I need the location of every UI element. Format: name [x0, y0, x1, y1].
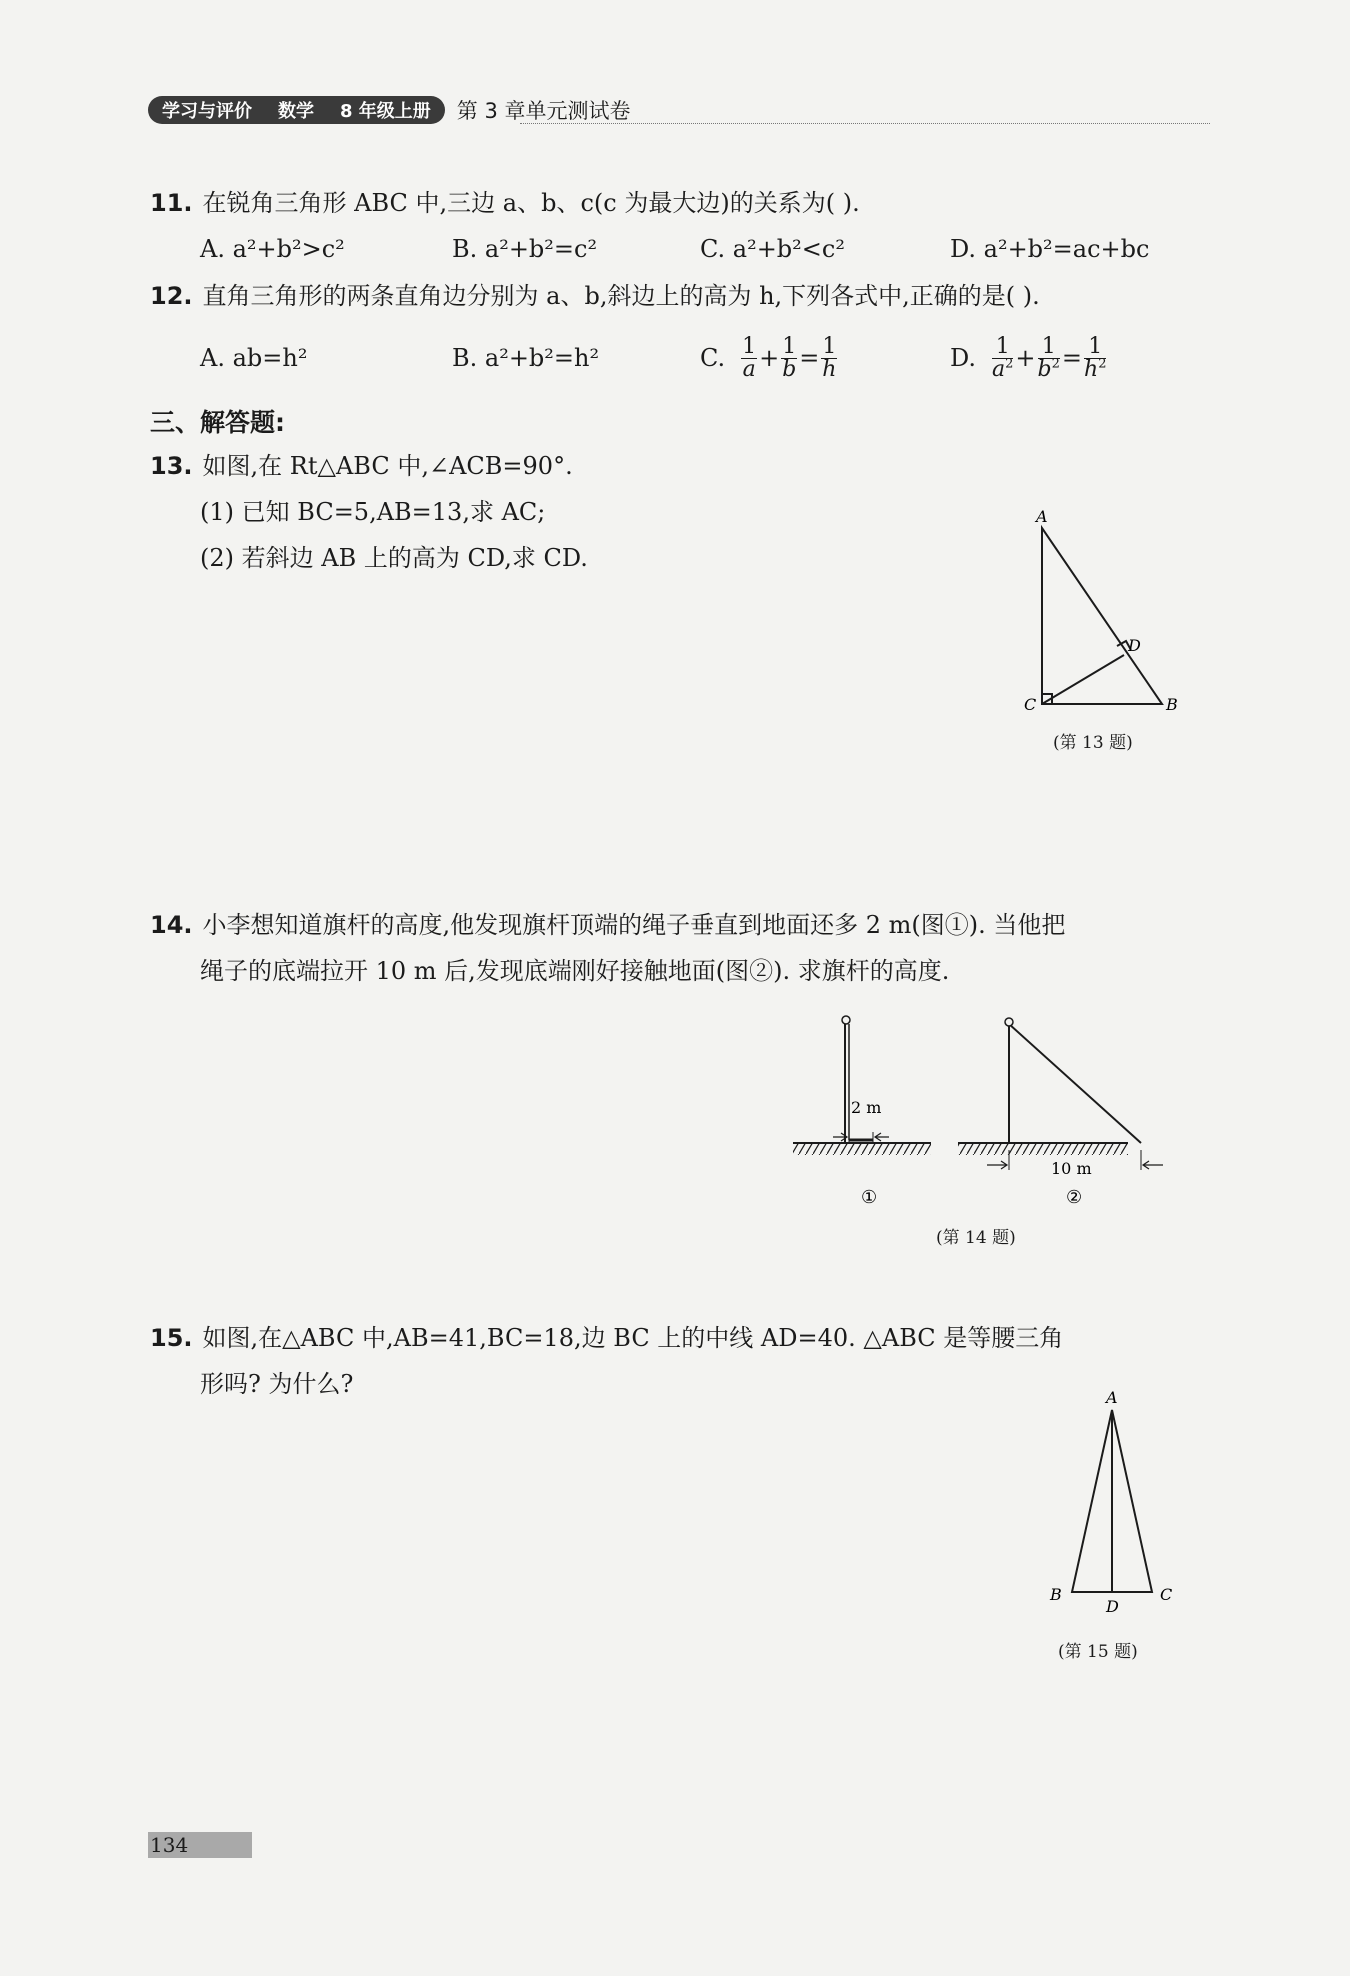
figure-14	[785, 1010, 1185, 1210]
fraction: $\frac{1}{h^2}$	[1084, 333, 1107, 382]
question-text: 如图,在△ABC 中,AB=41,BC=18,边 BC 上的中线 AD=40. △ABC 是等腰三角	[202, 1324, 1064, 1352]
question-13-part2: (2) 若斜边 AB 上的高为 CD,求 CD.	[200, 544, 588, 572]
question-text: 小李想知道旗杆的高度,他发现旗杆顶端的绳子垂直到地面还多 2 m(图①). 当他把	[202, 911, 1066, 939]
question-14-line2: 绳子的底端拉开 10 m 后,发现底端刚好接触地面(图②). 求旗杆的高度.	[200, 957, 950, 985]
question-13-stem	[150, 451, 573, 481]
question-text: 在锐角三角形 ABC 中,三边 a、b、c(c 为最大边)的关系为( ).	[202, 189, 860, 217]
q11-option-b: B. a²+b²=c²	[452, 235, 598, 263]
question-15-line1	[150, 1323, 1063, 1353]
question-text: 直角三角形的两条直角边分别为 a、b,斜边上的高为 h,下列各式中,正确的是( ).	[202, 282, 1040, 310]
label-c: C	[1160, 1585, 1173, 1604]
label-b: B	[1166, 695, 1178, 714]
question-number: 11.	[150, 189, 193, 217]
fraction: $\frac{1}{b^2}$	[1037, 333, 1060, 382]
page-number: 134	[150, 1833, 189, 1857]
q11-option-d: D. a²+b²=ac+bc	[950, 235, 1150, 263]
q12-option-a: A. ab=h²	[200, 344, 308, 372]
header-divider	[520, 123, 1210, 124]
pole-top	[842, 1016, 850, 1024]
figure-14-caption: (第 14 题)	[936, 1228, 1016, 1248]
question-12-stem	[150, 281, 1040, 311]
dimension-arrow	[1143, 1161, 1163, 1169]
figure-14-1	[793, 1016, 931, 1208]
question-text: 如图,在 Rt△ABC 中,∠ACB=90°.	[202, 452, 573, 480]
fraction: $\frac{1}{h}$	[822, 333, 837, 382]
figure-14-2	[958, 1018, 1163, 1208]
label-10m: 10 m	[1051, 1159, 1092, 1178]
figure-13-caption: (第 13 题)	[1053, 733, 1133, 753]
label-b: B	[1050, 1585, 1062, 1604]
altitude-cd	[1042, 655, 1124, 704]
pole-top	[1005, 1018, 1013, 1026]
question-14-line1	[150, 910, 1065, 940]
label-c: C	[1024, 695, 1037, 714]
q12-option-d: D. $\frac{1}{a^2}$ + $\frac{1}{b^2}$ = $\frac{1}{h^2}$	[950, 333, 1107, 382]
fraction: $\frac{1}{a}$	[742, 333, 757, 382]
label-a: A	[1106, 1388, 1118, 1407]
fraction: $\frac{1}{a^2}$	[992, 333, 1014, 382]
dimension-arrow	[875, 1133, 889, 1141]
figure-13	[1010, 500, 1210, 730]
question-13-part1: (1) 已知 BC=5,AB=13,求 AC;	[200, 498, 546, 526]
header-badge	[148, 96, 445, 124]
chapter-title: 第 3 章单元测试卷	[456, 99, 631, 123]
subject-label: 数学	[278, 101, 314, 122]
question-15-line2: 形吗? 为什么?	[200, 1370, 354, 1398]
question-number: 13.	[150, 452, 193, 480]
series-title: 学习与评价	[162, 101, 252, 122]
figure-label-1: ①	[861, 1187, 878, 1208]
q11-option-c: C. a²+b²<c²	[700, 235, 845, 263]
fraction: $\frac{1}{b}$	[782, 333, 797, 382]
figure-15-caption: (第 15 题)	[1058, 1642, 1138, 1662]
q11-option-a: A. a²+b²>c²	[200, 235, 345, 263]
grade-label: 8 年级上册	[340, 101, 431, 122]
label-d: D	[1106, 1597, 1119, 1616]
option-letter: D.	[950, 344, 977, 372]
section-heading: 三、解答题:	[150, 408, 285, 437]
ground-hatching	[793, 1143, 931, 1155]
figure-label-2: ②	[1066, 1187, 1083, 1208]
label-d: D	[1128, 636, 1141, 655]
dimension-arrow	[987, 1161, 1007, 1169]
option-letter: C.	[700, 344, 726, 372]
label-2m: 2 m	[851, 1098, 882, 1117]
triangle-abc	[1042, 528, 1162, 704]
question-11-stem	[150, 188, 860, 218]
label-a: A	[1036, 507, 1048, 526]
running-header	[148, 95, 631, 125]
question-number: 15.	[150, 1324, 193, 1352]
question-number: 12.	[150, 282, 193, 310]
q12-option-b: B. a²+b²=h²	[452, 344, 600, 372]
ground-hatching	[958, 1143, 1128, 1155]
figure-15	[1040, 1380, 1190, 1620]
q12-option-c: C. $\frac{1}{a}$ + $\frac{1}{b}$ = $\frac{1}{h}$	[700, 333, 837, 382]
rope	[1009, 1024, 1141, 1143]
question-number: 14.	[150, 911, 193, 939]
